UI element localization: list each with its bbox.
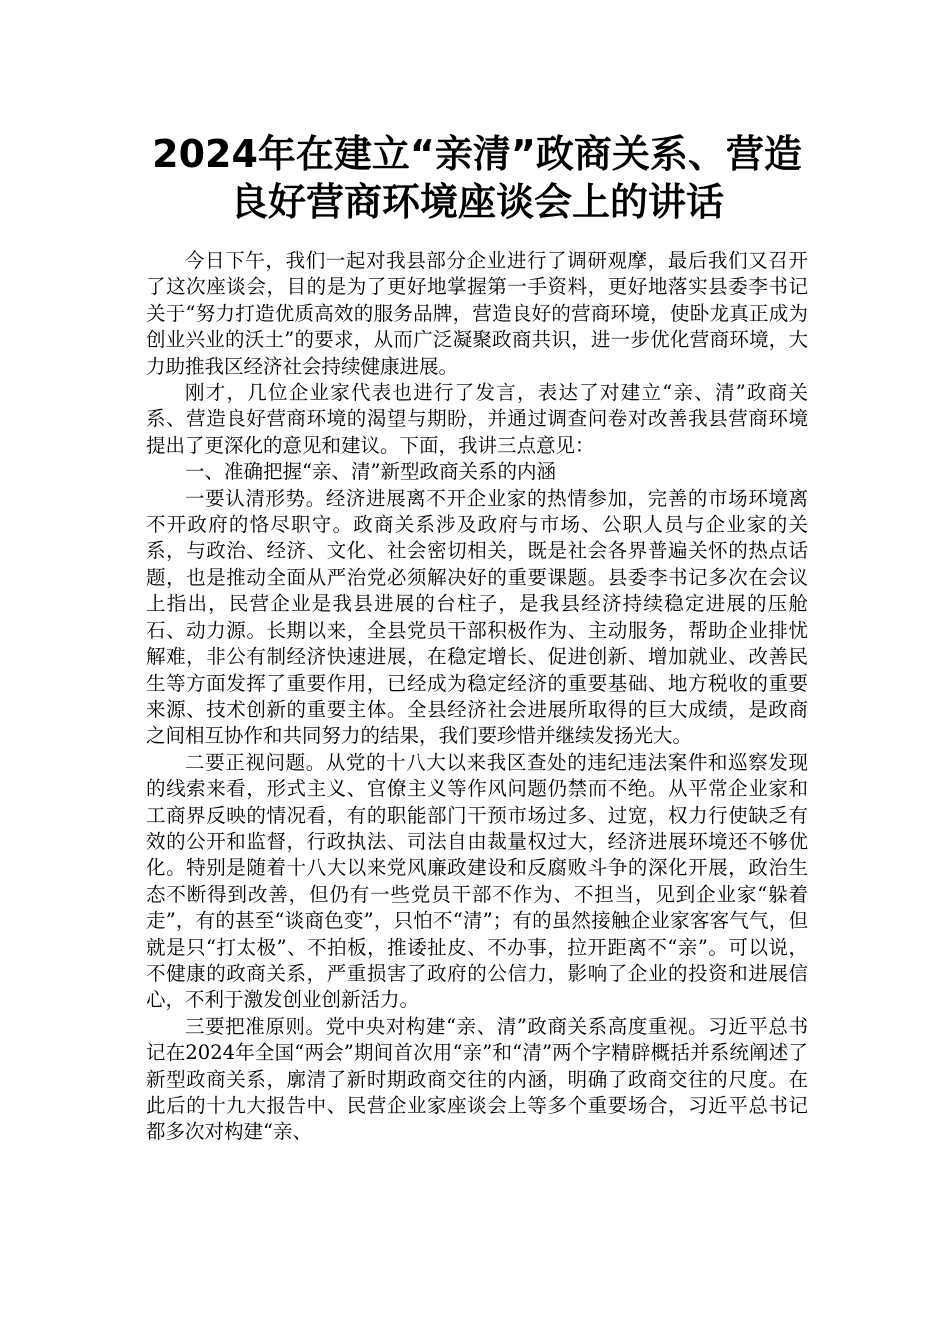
title-line-1: 2024年在建立“亲清”政商关系、营造 bbox=[152, 132, 802, 176]
section-heading-1: 一、准确把握“亲、清”新型政商关系的内涵 bbox=[185, 460, 556, 484]
paragraph-situation: 一要认清形势。经济进展离不开企业家的热情参加，完善的市场环境离不开政府的恪尽职守。政商关系涉及政府与市场、公职人员与企业家的关系，与政治、经济、文化、社会密切相关，既是社会各界普遍关怀的热点话题，也是推动全面从严治党必须解决好的重要课题。县委李书记多次在会议上指出，民营企业是我县进展的台柱子，是我县经济持续稳定进展的压舱石、动力源。长期以来，全县党员干部积极作为、主动服务，帮助企业排忧解难，非公有制经济快速进展，在稳定增长、促进创新、增加就业、改善民生等方面发挥了重要作用，已经成为稳定经济的重要基础、地方税收的重要来源、技术创新的重要主体。全县经济社会进展所取得的巨大成绩，是政商之间相互协作和共同努力的结果，我们要珍惜并继续发扬光大。 bbox=[146, 486, 808, 748]
document-title bbox=[146, 130, 808, 226]
paragraph-intro: 今日下午，我们一起对我县部分企业进行了调研观摩，最后我们又召开了这次座谈会，目的是为了更好地掌握第一手资料，更好地落实县委李书记关于“努力打造优质高效的服务品牌，营造良好的营商环境，使卧龙真正成为创业兴业的沃土”的要求，从而广泛凝聚政商共识，进一步优化营商环境，大力助推我区经济社会持续健康进展。 bbox=[146, 249, 808, 378]
title-line-2: 良好营商环境座谈会上的讲话 bbox=[229, 180, 724, 224]
paragraph-principles: 三要把准原则。党中央对构建“亲、清”政商关系高度重视。习近平总书记在2024年全国“两会”期间首次用“亲”和“清”两个字精辟概括并系统阐述了新型政商关系，廓清了新时期政商交往的内涵，明确了政商交往的尺度。在此后的十九大报告中、民营企业家座谈会上等多个重要场合，习近平总书记都多次对构建“亲、 bbox=[146, 1014, 808, 1144]
paragraph-opinions: 刚才，几位企业家代表也进行了发言，表达了对建立“亲、清”政商关系、营造良好营商环境的渴望与期盼，并通过调查问卷对改善我县营商环境提出了更深化的意见和建议。下面，我讲三点意见： bbox=[146, 381, 808, 457]
document-body bbox=[146, 248, 808, 1146]
paragraph-problems: 二要正视问题。从党的十八大以来我区查处的违纪违法案件和巡察发现的线索来看，形式主义、官僚主义等作风问题仍禁而不绝。从平常企业家和工商界反映的情况看，有的职能部门干预市场过多、过宽，权力行使缺乏有效的公开和监督，行政执法、司法自由裁量权过大，经济进展环境还不够优化。特别是随着十八大以来党风廉政建设和反腐败斗争的深化开展，政治生态不断得到改善，但仍有一些党员干部不作为、不担当，见到企业家“躲着走”，有的甚至“谈商色变”，只怕不“清”；有的虽然接触企业家客客气气，但就是只“打太极”、不拍板，推诿扯皮、不办事，拉开距离不“亲”。可以说，不健康的政商关系，严重损害了政府的公信力，影响了企业的投资和进展信心，不利于激发创业创新活力。 bbox=[146, 750, 808, 1012]
